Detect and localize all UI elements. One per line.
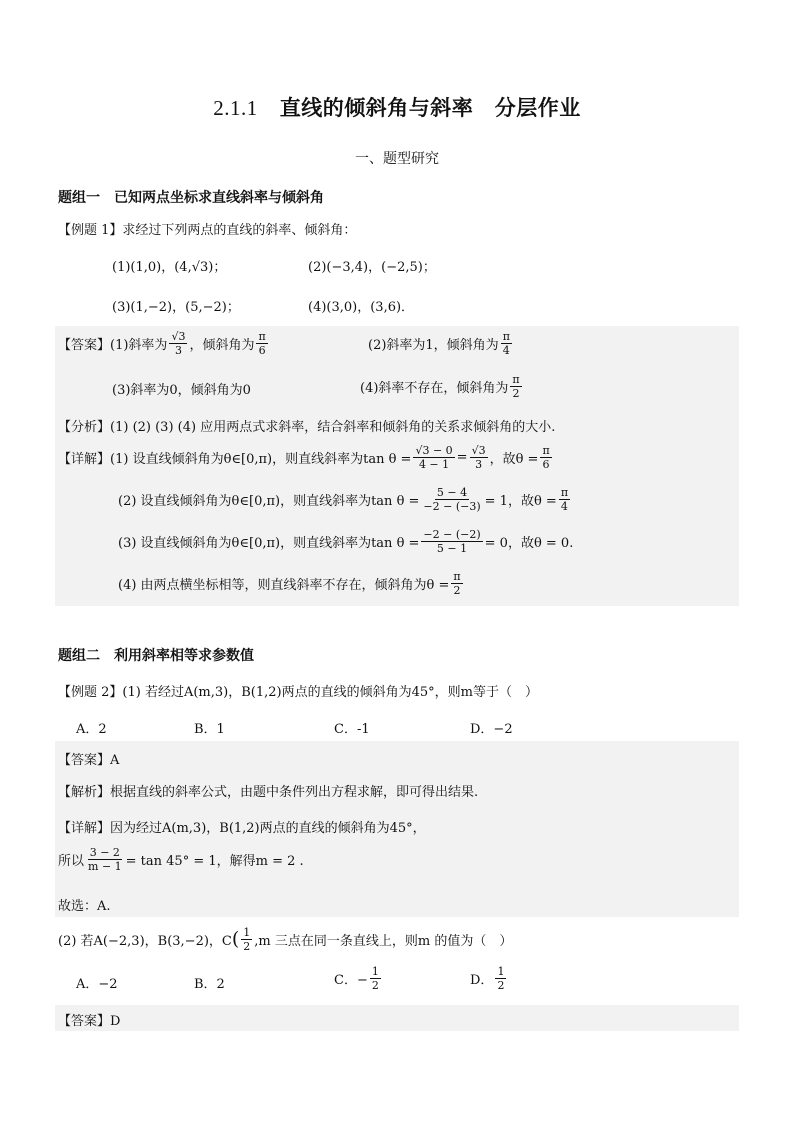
frac-den: 2 — [371, 979, 379, 992]
frac-num: π — [453, 570, 461, 583]
so-pre: 所以 — [58, 854, 85, 869]
q2-optc-pre: C．− — [334, 973, 368, 988]
frac-num: √3 — [171, 330, 186, 343]
detail-label: 【详解】 — [58, 452, 111, 467]
d4-result-frac — [451, 570, 462, 597]
q2-option-d — [470, 965, 508, 992]
ex2-so-line — [58, 846, 304, 873]
d3-frac — [421, 528, 482, 555]
d3-post: = 0，故θ = 0. — [484, 536, 574, 551]
frac-den: m − 1 — [88, 860, 122, 873]
group1-heading: 题组一 已知两点坐标求直线斜率与倾斜角 — [58, 190, 324, 206]
frac-num: 1 — [371, 965, 379, 978]
ex2-detail: 【详解】因为经过A(m,3)，B(1,2)两点的直线的倾斜角为45°， — [58, 821, 426, 836]
ex1-answer-4 — [360, 373, 524, 400]
ex1-a1-slope-frac — [169, 330, 187, 357]
ex2-q2-stem — [58, 926, 512, 953]
ex1-stem-text: 求经过下列两点的直线的斜率、倾斜角： — [122, 223, 357, 238]
analysis-text: (1) (2) (3) (4) 应用两点式求斜率，结合斜率和倾斜角的关系求倾斜角的大小. — [110, 420, 556, 435]
d2-text: (2) 设直线倾斜角为θ∈[0,π)，则直线斜率为tan θ = — [118, 494, 420, 509]
d1-text: (1) 设直线倾斜角为θ∈[0,π)，则直线斜率为tan θ = — [110, 452, 412, 467]
frac-den: 6 — [258, 344, 266, 357]
frac-num: −2 − (−2) — [423, 528, 481, 541]
ex1-pair-2: (2)(−3,4)，(−2,5)； — [308, 260, 436, 275]
ex2-stem — [58, 681, 538, 700]
d1-frac2 — [470, 444, 488, 471]
frac-num: 5 − 4 — [436, 486, 468, 499]
frac-den: 4 — [560, 500, 568, 513]
ex1-a2-angle-frac — [501, 330, 512, 357]
d1-frac — [413, 444, 454, 471]
analysis-label: 【分析】 — [58, 420, 111, 435]
q2-optd-frac — [495, 965, 506, 992]
ex2-choose: 故选：A. — [58, 899, 111, 914]
ex2-analysis: 【解析】根据直线的斜率公式，由题中条件列出方程求解，即可得出结果. — [58, 785, 479, 800]
ex1-detail-3 — [118, 528, 573, 555]
frac-num: π — [258, 330, 266, 343]
q2-answer-block — [55, 1005, 739, 1031]
d1-result-frac — [540, 444, 551, 471]
page-title — [0, 92, 794, 122]
d2-post: = 1，故θ = — [484, 494, 557, 509]
ex1-pair-1: (1)(1,0)，(4,√3)； — [112, 260, 227, 275]
ex2-label: 【例题 2】 — [58, 685, 123, 700]
frac-den: 3 — [174, 344, 182, 357]
q2-option-a: A．−2 — [76, 977, 118, 992]
title-number: 2.1.1 — [213, 96, 258, 120]
frac-den: 4 − 1 — [418, 458, 450, 471]
q2-option-c — [334, 965, 383, 992]
frac-den: 2 — [512, 387, 520, 400]
q2-optd-pre: D． — [470, 973, 494, 988]
d1-eq: = — [456, 450, 468, 465]
ex1-a2-text: (2)斜率为1，倾斜角为 — [368, 338, 499, 353]
frac-den: 2 — [497, 979, 505, 992]
d1-post: ，故θ = — [489, 452, 539, 467]
ex2-stem-text: (1) 若经过A(m,3)，B(1,2)两点的直线的倾斜角为45°，则m等于（ ） — [122, 685, 538, 700]
ex1-label: 【例题 1】 — [58, 223, 123, 238]
frac-num: 3 − 2 — [89, 846, 120, 859]
frac-num: π — [560, 486, 569, 499]
ex1-pair-3: (3)(1,−2)，(5,−2)； — [112, 300, 240, 315]
ex1-a4-text: (4)斜率不存在，倾斜角为 — [360, 381, 509, 396]
ex1-answer-3: (3)斜率为0，倾斜角为0 — [112, 383, 251, 398]
ex1-detail-4 — [118, 570, 465, 597]
ex1-answer-2 — [368, 330, 514, 357]
title-text: 直线的倾斜角与斜率 分层作业 — [279, 95, 581, 120]
d2-frac — [421, 486, 482, 513]
q2-optc-frac — [370, 965, 381, 992]
ex1-a4-angle-frac — [510, 373, 521, 400]
so-post: = tan 45° = 1，解得m = 2 . — [125, 854, 304, 869]
q2-option-b: B．2 — [194, 977, 225, 992]
q2-post: ,m 三点在同一条直线上，则m 的值为（ ） — [254, 934, 513, 949]
paren-open: ( — [231, 928, 240, 950]
frac-den: 6 — [542, 458, 550, 471]
d4-text: (4) 由两点横坐标相等，则直线斜率不存在，倾斜角为θ = — [118, 578, 450, 593]
frac-den: 2 — [243, 940, 251, 953]
frac-num: π — [502, 330, 510, 343]
ex1-a1-angle-frac — [256, 330, 267, 357]
q2-c-frac — [241, 926, 252, 953]
ex2-option-d: D．−2 — [470, 722, 513, 737]
ex2-option-b: B．1 — [194, 722, 225, 737]
ex2-option-c: C．-1 — [334, 722, 370, 737]
d2-result-frac — [559, 486, 570, 513]
frac-num: √3 — [471, 444, 486, 457]
ex2-answer: 【答案】A — [58, 753, 120, 768]
ex1-answer-row1 — [58, 330, 270, 357]
section-heading: 一、题型研究 — [355, 151, 439, 167]
frac-den: −2 − (−3) — [423, 500, 481, 513]
ex1-a1-mid: ，倾斜角为 — [189, 338, 255, 353]
ex2-option-a: A．2 — [76, 722, 107, 737]
q2-pre: (2) 若A(−2,3)，B(3,−2)，C — [58, 934, 232, 949]
frac-num: √3 − 0 — [415, 444, 453, 457]
ex1-ans-label: 【答案】 — [58, 338, 111, 353]
frac-num: π — [542, 444, 550, 457]
ex1-pair-4: (4)(3,0)，(3,6)． — [308, 300, 415, 315]
frac-num: π — [512, 373, 520, 386]
ex1-detail-2 — [118, 486, 572, 513]
frac-num: 1 — [243, 926, 251, 939]
d3-text: (3) 设直线倾斜角为θ∈[0,π)，则直线斜率为tan θ = — [118, 536, 420, 551]
ex1-detail-1 — [58, 444, 554, 471]
frac-den: 5 − 1 — [436, 542, 468, 555]
group2-heading: 题组二 利用斜率相等求参数值 — [58, 648, 254, 664]
frac-den: 2 — [453, 584, 461, 597]
ex1-stem — [58, 219, 356, 238]
q2-answer: 【答案】D — [58, 1014, 121, 1029]
so-frac — [86, 846, 124, 873]
frac-num: 1 — [497, 965, 505, 978]
frac-den: 3 — [475, 458, 483, 471]
ex1-analysis — [58, 416, 555, 435]
ex1-a1-text: (1)斜率为 — [110, 338, 168, 353]
frac-den: 4 — [502, 344, 510, 357]
